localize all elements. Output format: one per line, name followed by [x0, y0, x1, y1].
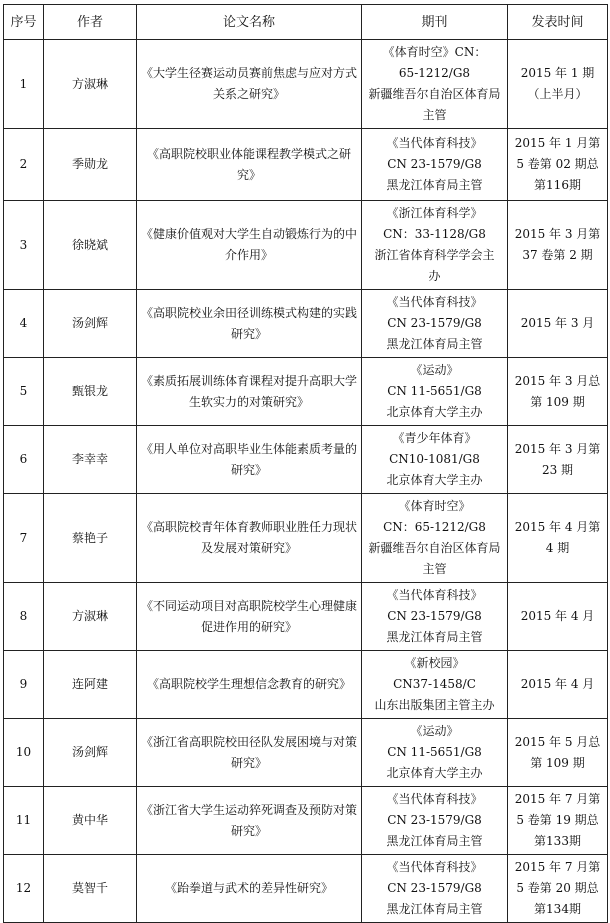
row-number: 7: [4, 494, 44, 583]
journal-line: 《当代体育科技》: [386, 792, 483, 806]
row-journal: [362, 426, 508, 494]
journal-line: CN 23-1579/G8: [387, 316, 482, 330]
row-journal: [362, 583, 508, 651]
row-number: 9: [4, 651, 44, 719]
row-paper-title: 《跆拳道与武术的差异性研究》: [137, 855, 362, 923]
row-publish-date: 2015 年 4 月: [508, 583, 608, 651]
row-author: 连阿建: [44, 651, 137, 719]
row-paper-title: 《高职院校青年体育教师职业胜任力现状及发展对策研究》: [137, 494, 362, 583]
journal-line: CN10-1081/G8: [389, 452, 480, 466]
journal-line: 黑龙江体育局主管: [386, 630, 483, 644]
table-row: [4, 290, 608, 358]
journal-line: 黑龙江体育局主管: [386, 178, 483, 192]
row-paper-title: 《高职院校职业体能课程教学模式之研究》: [137, 129, 362, 201]
row-number: 8: [4, 583, 44, 651]
table-row: [4, 651, 608, 719]
journal-line: 北京体育大学主办: [386, 473, 483, 487]
row-number: 5: [4, 358, 44, 426]
table-row: [4, 201, 608, 290]
journal-line: 《体育时空》CN：: [382, 45, 487, 59]
journal-line: 《当代体育科技》: [386, 136, 483, 150]
row-journal: [362, 40, 508, 129]
journal-line: 北京体育大学主办: [386, 766, 483, 780]
row-number: 11: [4, 787, 44, 855]
journal-line: 山东出版集团主管主办: [374, 698, 495, 712]
row-author: 李幸幸: [44, 426, 137, 494]
journal-line: CN：33-1128/G8: [383, 227, 486, 241]
header-row: [4, 5, 608, 40]
row-publish-date: 2015 年 5 月总第 109 期: [508, 719, 608, 787]
row-journal: [362, 719, 508, 787]
row-number: 4: [4, 290, 44, 358]
row-journal: [362, 129, 508, 201]
row-number: 12: [4, 855, 44, 923]
journal-line: 《运动》: [410, 363, 459, 377]
row-author: 季勋龙: [44, 129, 137, 201]
publications-table: [3, 4, 608, 923]
journal-line: CN：65-1212/G8: [383, 520, 486, 534]
row-number: 2: [4, 129, 44, 201]
journal-line: 《浙江体育科学》: [386, 206, 483, 220]
table-row: [4, 426, 608, 494]
row-publish-date: 2015 年 3 月第 37 卷第 2 期: [508, 201, 608, 290]
row-publish-date: 2015 年 1 期（上半月）: [508, 40, 608, 129]
journal-line: 浙江省体育科学学会主: [374, 248, 495, 262]
journal-line: 《当代体育科技》: [386, 588, 483, 602]
row-author: 蔡艳子: [44, 494, 137, 583]
row-publish-date: 2015 年 4 月: [508, 651, 608, 719]
row-publish-date: 2015 年 3 月: [508, 290, 608, 358]
row-paper-title: 《不同运动项目对高职院校学生心理健康促进作用的研究》: [137, 583, 362, 651]
row-author: 汤剑辉: [44, 719, 137, 787]
row-journal: [362, 855, 508, 923]
journal-line: 《青少年体育》: [392, 431, 477, 445]
journal-line: 《运动》: [410, 724, 459, 738]
table-row: [4, 855, 608, 923]
row-number: 10: [4, 719, 44, 787]
row-number: 3: [4, 201, 44, 290]
row-journal: [362, 290, 508, 358]
row-number: 6: [4, 426, 44, 494]
row-publish-date: 2015 年 3 月总第 109 期: [508, 358, 608, 426]
row-number: 1: [4, 40, 44, 129]
table-row: [4, 40, 608, 129]
row-journal: [362, 787, 508, 855]
row-paper-title: 《浙江省高职院校田径队发展困境与对策研究》: [137, 719, 362, 787]
journal-line: 新疆维吾尔自治区体育局: [368, 87, 501, 101]
table-row: [4, 494, 608, 583]
row-author: 莫智千: [44, 855, 137, 923]
row-paper-title: 《大学生径赛运动员赛前焦虑与应对方式关系之研究》: [137, 40, 362, 129]
journal-line: 北京体育大学主办: [386, 405, 483, 419]
journal-line: 《新校园》: [404, 656, 465, 670]
row-journal: [362, 358, 508, 426]
row-author: 汤剑辉: [44, 290, 137, 358]
journal-line: 65-1212/G8: [398, 66, 471, 80]
journal-line: CN 11-5651/G8: [387, 745, 482, 759]
journal-line: CN 11-5651/G8: [387, 384, 482, 398]
journal-line: 《当代体育科技》: [386, 860, 483, 874]
table-row: [4, 719, 608, 787]
journal-line: 《体育时空》: [398, 499, 471, 513]
row-paper-title: 《高职院校业余田径训练模式构建的实践研究》: [137, 290, 362, 358]
row-publish-date: 2015 年 1 月第 5 卷第 02 期总第116期: [508, 129, 608, 201]
row-journal: [362, 201, 508, 290]
table-row: [4, 787, 608, 855]
header-date: 发表时间: [508, 5, 608, 40]
journal-line: CN 23-1579/G8: [387, 881, 482, 895]
row-author: 甄银龙: [44, 358, 137, 426]
journal-line: 主管: [422, 562, 447, 576]
row-publish-date: 2015 年 3 月第 23 期: [508, 426, 608, 494]
row-author: 方淑琳: [44, 583, 137, 651]
row-paper-title: 《素质拓展训练体育课程对提升高职大学生软实力的对策研究》: [137, 358, 362, 426]
journal-line: CN 23-1579/G8: [387, 609, 482, 623]
row-paper-title: 《用人单位对高职毕业生体能素质考量的研究》: [137, 426, 362, 494]
journal-line: 主管: [422, 108, 447, 122]
journal-line: CN37-1458/C: [393, 677, 476, 691]
journal-line: 黑龙江体育局主管: [386, 902, 483, 916]
row-paper-title: 《高职院校学生理想信念教育的研究》: [137, 651, 362, 719]
header-title: 论文名称: [137, 5, 362, 40]
journal-line: 办: [428, 269, 441, 283]
journal-line: CN 23-1579/G8: [387, 157, 482, 171]
row-journal: [362, 494, 508, 583]
row-paper-title: 《健康价值观对大学生自动锻炼行为的中介作用》: [137, 201, 362, 290]
header-author: 作者: [44, 5, 137, 40]
journal-line: CN 23-1579/G8: [387, 813, 482, 827]
row-author: 徐晓斌: [44, 201, 137, 290]
header-no: 序号: [4, 5, 44, 40]
row-publish-date: 2015 年 7 月第 5 卷第 20 期总第134期: [508, 855, 608, 923]
row-journal: [362, 651, 508, 719]
table-row: [4, 358, 608, 426]
journal-line: 黑龙江体育局主管: [386, 337, 483, 351]
journal-line: 新疆维吾尔自治区体育局: [368, 541, 501, 555]
row-publish-date: 2015 年 7 月第 5 卷第 19 期总第133期: [508, 787, 608, 855]
journal-line: 黑龙江体育局主管: [386, 834, 483, 848]
table-body: [4, 40, 608, 923]
table-row: [4, 129, 608, 201]
row-paper-title: 《浙江省大学生运动猝死调查及预防对策研究》: [137, 787, 362, 855]
row-author: 方淑琳: [44, 40, 137, 129]
header-journal: 期刊: [362, 5, 508, 40]
table-row: [4, 583, 608, 651]
row-publish-date: 2015 年 4 月第 4 期: [508, 494, 608, 583]
row-author: 黄中华: [44, 787, 137, 855]
journal-line: 《当代体育科技》: [386, 295, 483, 309]
